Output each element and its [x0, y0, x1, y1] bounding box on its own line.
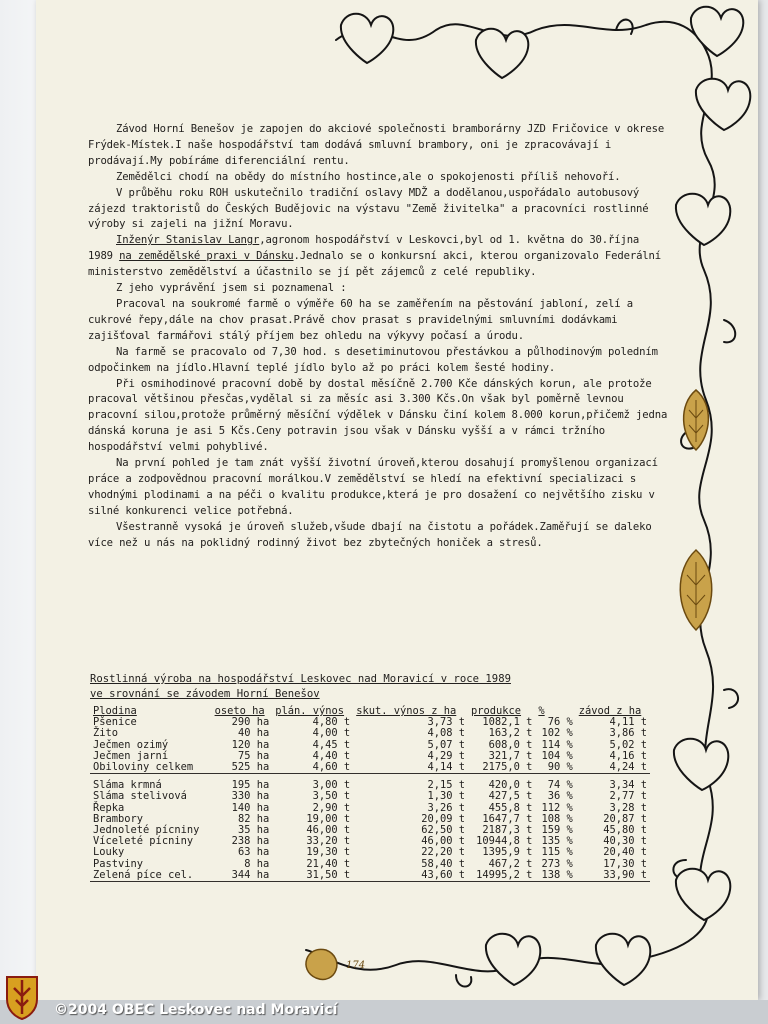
- paragraph: Z jeho vyprávění jsem si poznamenal :: [116, 282, 347, 295]
- table-cell: 4,16 t: [609, 749, 647, 762]
- table-cell: Ječmen jarní: [93, 749, 169, 762]
- header-plant: závod z ha: [578, 705, 642, 717]
- table-cell: Sláma krmná: [93, 779, 162, 792]
- table-row: [90, 791, 650, 802]
- table-cell: 5,02 t: [609, 738, 647, 751]
- table-cell: 3,86 t: [609, 727, 647, 740]
- engineer-text-2: .Jednalo se o konkursní akci, kterou organizovalo Federální ministerstvo zemědělství a účastnilo se jí pět zájemců z celé republiky.: [88, 250, 661, 279]
- table-cell: 195 ha: [231, 779, 270, 792]
- table-cell: 17,30 t: [603, 857, 647, 870]
- table-cell: 608,0 t: [488, 738, 533, 751]
- table-cell: 40,30 t: [603, 835, 647, 848]
- copyright-footer: ©2004 OBEC Leskovec nad Moravicí: [54, 1002, 338, 1018]
- table-cell: 2,90 t: [312, 801, 351, 814]
- paragraph: Zemědělci chodí na obědy do místního hostince,ale o spokojenosti příliš nehovoří.: [116, 170, 621, 183]
- table-cell: 120 ha: [231, 738, 270, 751]
- table-cell: 4,08 t: [427, 727, 465, 740]
- table-cell: 74 %: [547, 779, 573, 792]
- paragraph-engineer: [88, 233, 668, 281]
- table-title-line1: Rostlinná výroba na hospodářství Leskovec nad Moravicí v roce 1989: [90, 673, 511, 685]
- table-cell: 2,77 t: [609, 790, 647, 803]
- table-row: [90, 870, 650, 882]
- table-cell: 4,80 t: [312, 716, 351, 729]
- table-cell: 33,90 t: [576, 870, 650, 882]
- table-cell: 5,07 t: [427, 738, 465, 751]
- table-cell: 33,20 t: [306, 835, 351, 848]
- table-cell: 40 ha: [237, 727, 270, 740]
- page-number: 174: [346, 960, 366, 971]
- table-cell: Louky: [93, 846, 125, 859]
- table-cell: 58,40 t: [421, 857, 465, 870]
- document-body: [88, 122, 668, 551]
- paragraph: Všestranně vysoká je úroveň služeb,všude dbají na čistotu a pořádek.Zaměřují se daleko více než u nás na poklidný rodinný život bez zbytečných honiček a stresů.: [88, 520, 652, 549]
- table-cell: 4,00 t: [312, 727, 351, 740]
- table-cell: 108 %: [541, 812, 573, 825]
- table-cell: 1395,9 t: [482, 846, 533, 859]
- table-cell: 163,2 t: [488, 727, 533, 740]
- paragraph: V průběhu roku ROH uskutečnilo tradiční oslavy MDŽ a dodělanou,uspořádalo autobusový zájezd traktoristů do Českých Budějovic na výstavu "Země živitelka" a pracovníci rostlinné výroby si zajeli na jižní Moravu.: [88, 186, 649, 231]
- table-cell: 31,50 t: [272, 870, 353, 882]
- table-cell: 159 %: [541, 824, 573, 837]
- table-cell: 43,60 t: [353, 870, 468, 882]
- table-title: [90, 672, 650, 702]
- table-cell: Žito: [93, 727, 119, 740]
- paragraph: Pracoval na soukromé farmě o výměře 60 ha se zaměřením na pěstování jabloní, zelí a cukrové řepy,dále na chov prasat.Právě chov prasat s pravidelnými smluvními dodávkami zajišťoval farmářovi stálý příjem bez ohledu na výkyvy počasí a úrodu.: [88, 297, 633, 342]
- table-cell: 3,26 t: [427, 801, 465, 814]
- table-cell: 46,00 t: [306, 824, 351, 837]
- table-cell: Pastviny: [93, 857, 144, 870]
- table-cell: 8 ha: [244, 857, 270, 870]
- table-cell: Víceleté pícniny: [93, 835, 194, 848]
- table-cell: 102 %: [541, 727, 573, 740]
- table-cell: 4,11 t: [609, 716, 647, 729]
- table-cell: 35 ha: [237, 824, 270, 837]
- table-cell: Obiloviny celkem: [90, 762, 212, 774]
- table-cell: 3,28 t: [609, 801, 647, 814]
- engineer-practice: na zemědělské praxi v Dánsku: [119, 250, 294, 263]
- header-percent: %: [538, 705, 545, 717]
- table-title-line2: ve srovnání se závodem Horní Benešov: [90, 688, 320, 700]
- table-cell: 420,0 t: [488, 779, 533, 792]
- table-cell: 4,40 t: [312, 749, 351, 762]
- table-cell: 21,40 t: [306, 857, 351, 870]
- table-cell: 3,34 t: [609, 779, 647, 792]
- paragraph: Na první pohled je tam znát vyšší životní úroveň,kterou dosahují promyšlenou organizací práce a zodpovědnou pracovní morálkou.V zemědělství se hledí na efektivní specializaci s vhodnými plodinami a na péči o kvalitu produkce,která je pro dosažení co největšího zisku v silné konkurenci velice potřebná.: [88, 457, 658, 517]
- table-cell: Zelená píce cel.: [90, 870, 212, 882]
- table-cell: 20,40 t: [603, 846, 647, 859]
- table-cell: 4,45 t: [312, 738, 351, 751]
- table-cell: 22,20 t: [421, 846, 465, 859]
- table-cell: 455,8 t: [488, 801, 533, 814]
- table-cell: 1647,7 t: [482, 812, 533, 825]
- table-cell: 273 %: [541, 857, 573, 870]
- header-crop: Plodina: [93, 705, 137, 717]
- header-area: oseto ha: [214, 705, 265, 717]
- table-cell: 112 %: [541, 801, 573, 814]
- table-cell: Brambory: [93, 812, 144, 825]
- table-cell: 19,30 t: [306, 846, 351, 859]
- table-cell: 467,2 t: [488, 857, 533, 870]
- table-cell: 76 %: [547, 716, 573, 729]
- table-cell: 104 %: [541, 749, 573, 762]
- table-cell: 1082,1 t: [482, 716, 533, 729]
- table-cell: 82 ha: [237, 812, 270, 825]
- table-cell: 138 %: [535, 870, 575, 882]
- table-cell: Sláma stelivová: [93, 790, 187, 803]
- table-cell: 238 ha: [231, 835, 270, 848]
- header-production: produkce: [470, 705, 522, 717]
- table-cell: Ječmen ozimý: [93, 738, 169, 751]
- table-cell: 2175,0 t: [468, 762, 535, 774]
- paragraph: Při osmihodinové pracovní době by dostal měsíčně 2.700 Kče dánských korun, ale protože pracoval většinou přesčas,vydělal si za měsíc asi 3.300 Kčs.On však byl poměrně levnou pracovní silou,protože průměrný měsíční výdělek v Dánsku činí kolem 8.000 korun,přičemž jedna dánská koruna je asi 5 Kčs.Ceny potravin jsou však v Dánsku vyšší a v rámci tržního hospodářství velmi pohyblivé.: [88, 377, 668, 454]
- table-cell: 3,00 t: [312, 779, 351, 792]
- table-cell: 20,87 t: [603, 812, 647, 825]
- table-cell: 20,09 t: [421, 812, 465, 825]
- table-cell: 63 ha: [237, 846, 270, 859]
- table-cell: 115 %: [541, 846, 573, 859]
- table-cell: 19,00 t: [306, 812, 351, 825]
- crop-production-table: [90, 706, 650, 882]
- table-cell: 14995,2 t: [468, 870, 535, 882]
- table-cell: 330 ha: [231, 790, 270, 803]
- table-cell: 2187,3 t: [482, 824, 533, 837]
- table-cell: 1,30 t: [427, 790, 465, 803]
- village-crest-icon: [4, 974, 40, 1020]
- table-cell: 45,80 t: [603, 824, 647, 837]
- table-cell: 4,60 t: [272, 762, 353, 774]
- engineer-text-1: ,agronom hospodářství v Leskovci,byl od 1. května do 30.října 1989: [88, 234, 640, 263]
- paragraph: Na farmě se pracovalo od 7,30 hod. s desetiminutovou přestávkou a půlhodinovým poledním odpočinkem na jídlo.Hlavní teplé jídlo bylo až po práci kolem šesté hodiny.: [88, 345, 658, 374]
- paragraph: Závod Horní Benešov je zapojen do akciové společnosti bramborárny JZD Fričovice v okrese Frýdek-Místek.I naše hospodářství tam dodává smluvní brambory, oni je zpracovávají i prodávají.My pobíráme diferenciální rentu.: [88, 123, 665, 167]
- table-cell: 321,7 t: [488, 749, 533, 762]
- table-cell: Jednoleté pícniny: [93, 824, 200, 837]
- table-cell: 114 %: [541, 738, 573, 751]
- table-row: [90, 762, 650, 774]
- table-cell: 3,50 t: [312, 790, 351, 803]
- table-row: [90, 728, 650, 739]
- table-cell: 75 ha: [237, 749, 270, 762]
- table-row: [90, 847, 650, 858]
- table-cell: 4,29 t: [427, 749, 465, 762]
- table-cell: 344 ha: [212, 870, 273, 882]
- engineer-name: Inženýr Stanislav Langr: [116, 234, 260, 247]
- table-body-other: [90, 780, 650, 881]
- table-cell: 290 ha: [231, 716, 270, 729]
- table-cell: 2,15 t: [427, 779, 465, 792]
- table-cell: 140 ha: [231, 801, 270, 814]
- table-cell: 135 %: [541, 835, 573, 848]
- table-cell: Pšenice: [93, 716, 137, 729]
- table-cell: 46,00 t: [421, 835, 465, 848]
- header-actual: skut. výnos z ha: [356, 705, 457, 717]
- table-cell: 62,50 t: [421, 824, 465, 837]
- table-cell: 3,73 t: [427, 716, 465, 729]
- table-cell: 427,5 t: [488, 790, 533, 803]
- table-cell: 525 ha: [212, 762, 273, 774]
- table-cell: 4,24 t: [576, 762, 650, 774]
- document-page: [36, 0, 758, 1000]
- table-cell: 10944,8 t: [476, 835, 533, 848]
- table-body-grains: [90, 717, 650, 780]
- header-plan: plán. výnos: [275, 705, 345, 717]
- table-cell: 36 %: [547, 790, 573, 803]
- table-cell: 4,14 t: [353, 762, 468, 774]
- table-cell: 90 %: [535, 762, 575, 774]
- table-cell: Řepka: [93, 801, 125, 814]
